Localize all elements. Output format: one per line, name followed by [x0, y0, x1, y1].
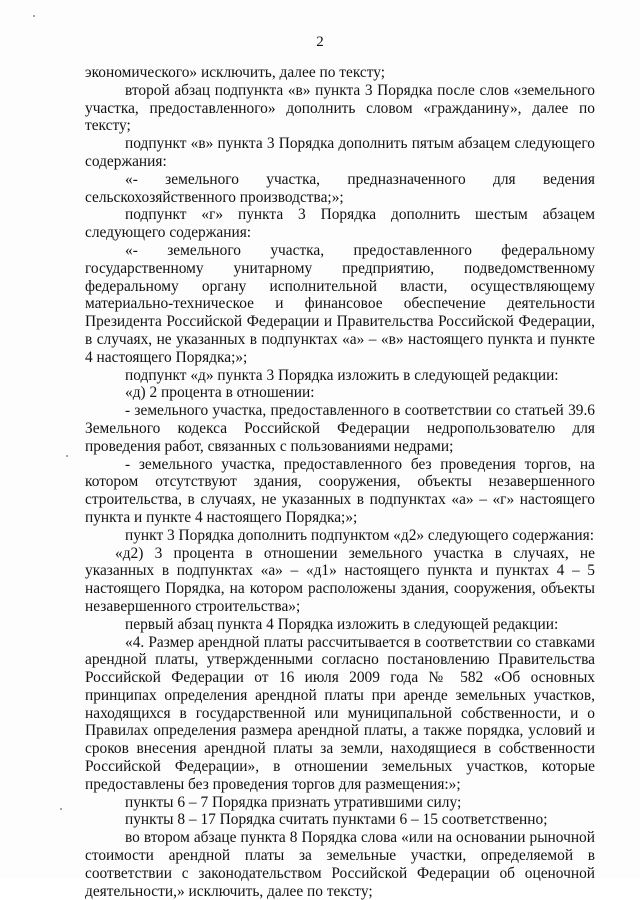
- paragraph: - земельного участка, предоставленного без проведения торгов, на котором отсутствуют здания, сооружения, объекты незавершенного строительства, в случаях, не указанных в подпунктах «а» – «г» настоящего пункта и пункте 4 настоящего Порядка;»;: [85, 455, 595, 526]
- paragraph: «- земельного участка, предоставленного федеральному государственному унитарному предприятию, подведомственному федеральному органу исполнительной власти, осуществляющему материально-техническое и финансовое обеспечение деятельности Президента Российской Федерации и Правительства Российской Федерации, в случаях, не указанных в подпунктах «а» – «в» настоящего пункта и пункте 4 настоящего Порядка;»;: [85, 241, 595, 366]
- paragraph: «д2) 3 процента в отношении земельного участка в случаях, не указанных в подпунктах «а» – «д1» настоящего пункта и пунктах 4 – 5 настоящего Порядка, на котором расположены здания, сооружения, объекты незавершенного строительства»;: [85, 544, 595, 615]
- scan-speck: [33, 15, 35, 17]
- paragraph: подпункт «д» пункта 3 Порядка изложить в следующей редакции:: [125, 366, 559, 384]
- paragraph: второй абзац подпункта «в» пункта 3 Порядка после слов «земельного участка, предоставленного» дополнить словом «гражданину», далее по тексту;: [85, 81, 595, 135]
- paragraph: первый абзац пункта 4 Порядка изложить в следующей редакции:: [125, 615, 559, 633]
- paragraph: подпункт «г» пункта 3 Порядка дополнить шестым абзацем следующего содержания:: [85, 206, 595, 242]
- paragraph: пункты 6 – 7 Порядка признать утратившими силу;: [125, 793, 462, 811]
- paragraph: «- земельного участка, предназначенного для ведения сельскохозяйственного производства;»;: [85, 170, 595, 206]
- page-number: 2: [316, 34, 324, 50]
- scan-speck: [66, 455, 68, 457]
- paragraph: «4. Размер арендной платы рассчитывается в соответствии со ставками арендной платы, утвержденными согласно постановлению Правительства Российской Федерации от 16 июля 2009 года № 582 «Об основных принципах определения арендной платы при аренде земельных участков, находящихся в государственной или муниципальной собственности, и о Правилах определения размера арендной платы, а также порядка, условий и сроков внесения арендной платы за земли, находящиеся в собственности Российской Федерации», в отношении земельных участков, которые предоставлены без проведения торгов для размещения:»;: [85, 633, 595, 793]
- paragraph: «д) 2 процента в отношении:: [125, 384, 315, 402]
- paragraph: во втором абзаце пункта 8 Порядка слова «или на основании рыночной стоимости арендной платы за земельные участки, определяемой в соответствии с законодательством Российской Федерации об оценочной деятельности,» исключить, далее по тексту;: [85, 829, 595, 900]
- document-body: [85, 64, 595, 900]
- paragraph: подпункт «в» пункта 3 Порядка дополнить пятым абзацем следующего содержания:: [85, 135, 595, 170]
- paragraph: пункт 3 Порядка дополнить подпунктом «д2» следующего содержания:: [125, 526, 594, 544]
- scan-speck: [60, 808, 62, 810]
- paragraph: экономического» исключить, далее по тексту;: [85, 64, 386, 81]
- paragraph: пункты 8 – 17 Порядка считать пунктами 6 – 15 соответственно;: [125, 811, 548, 829]
- paragraph: - земельного участка, предоставленного в соответствии со статьей 39.6 Земельного кодекса Российской Федерации недропользователю для проведения работ, связанных с пользованиями недрами;: [85, 402, 595, 455]
